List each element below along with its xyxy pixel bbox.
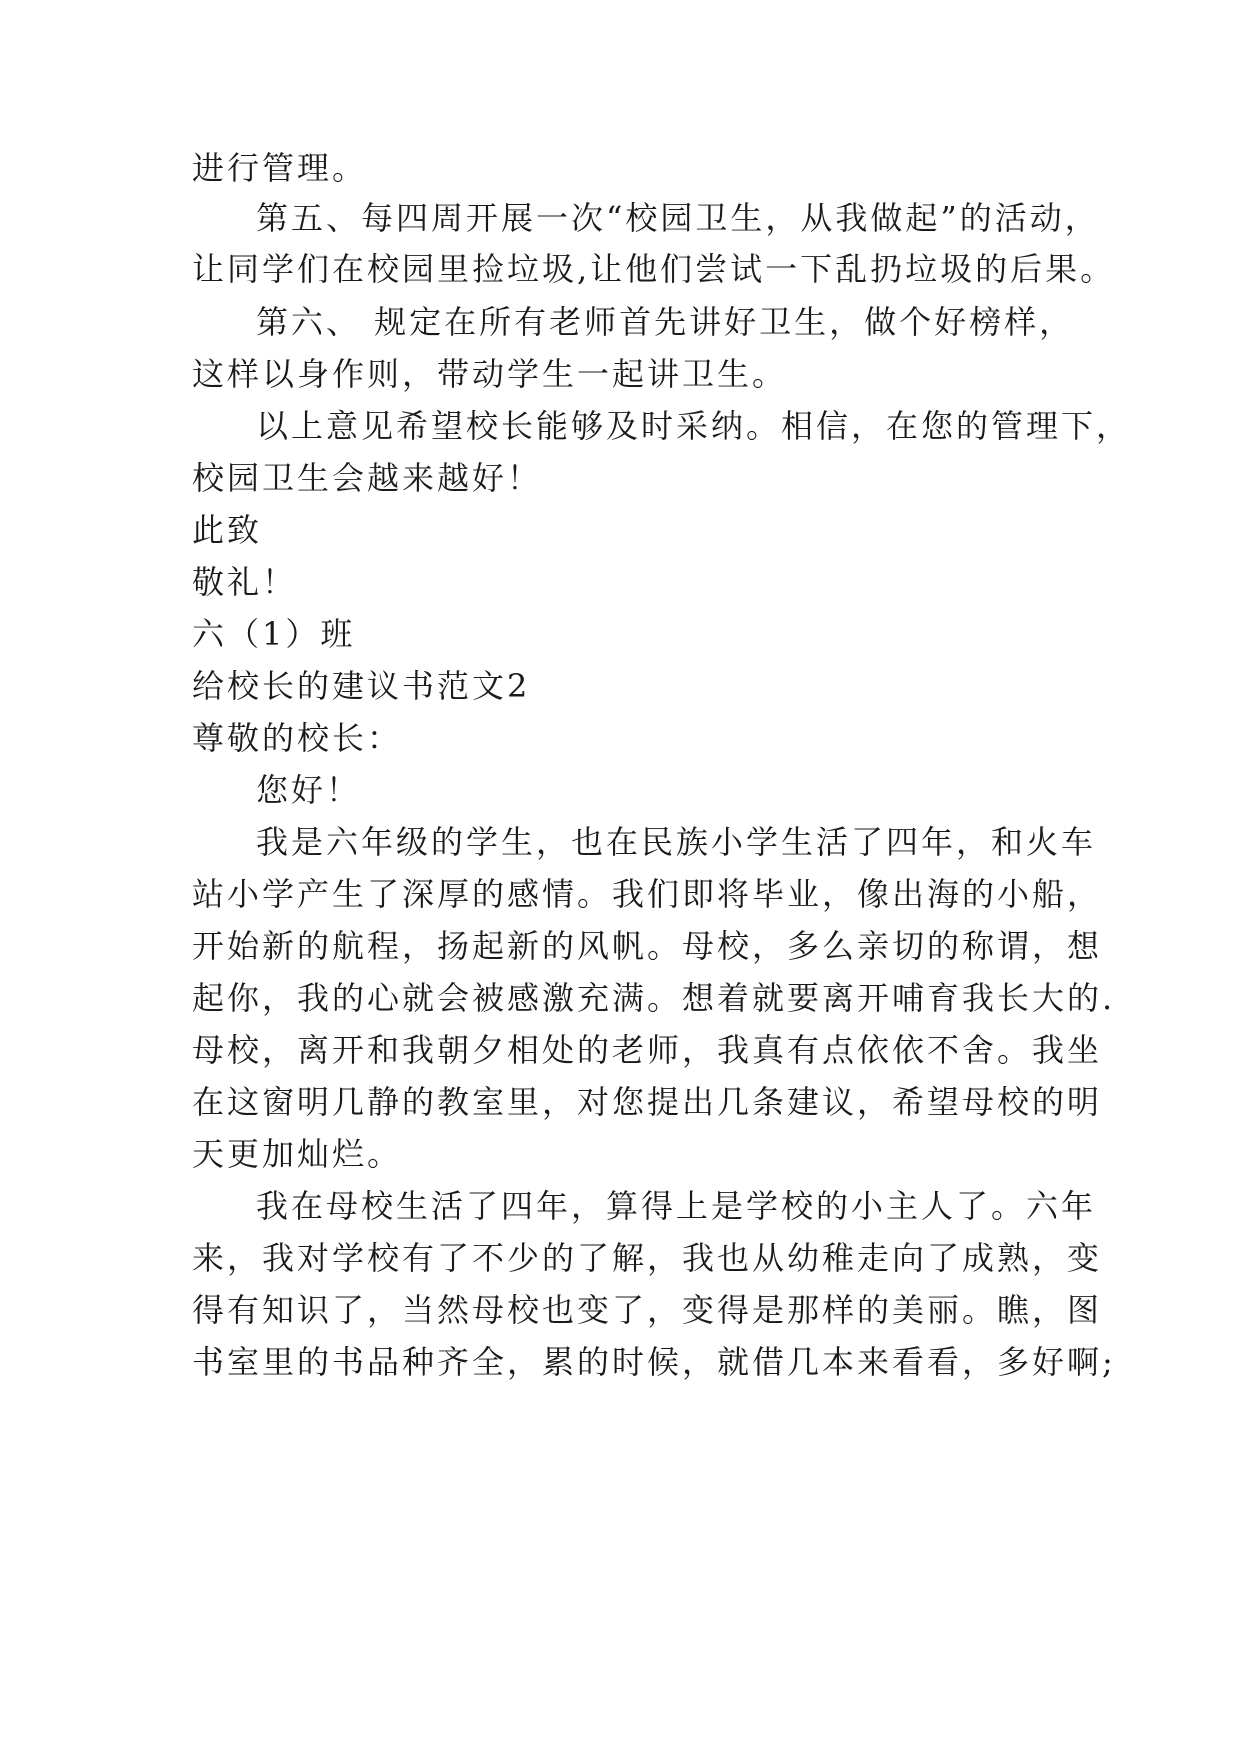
text-line: 来，我对学校有了不少的了解，我也从幼稚走向了成熟，变 (192, 1239, 1103, 1277)
section-title: 给校长的建议书范文2 (192, 667, 531, 705)
text-line: 天更加灿烂。 (192, 1135, 403, 1173)
text-line: 书室里的书品种齐全，累的时候，就借几本来看看，多好啊; (192, 1343, 1116, 1381)
paragraph-line: 我在母校生活了四年，算得上是学校的小主人了。六年 (256, 1187, 1097, 1225)
text-line: 母校，离开和我朝夕相处的老师，我真有点依依不舍。我坐 (192, 1031, 1103, 1069)
salutation: 尊敬的校长： (192, 719, 403, 757)
signature-line: 六（1）班 (192, 615, 356, 653)
text-line: 开始新的航程，扬起新的风帆。母校，多么亲切的称谓，想 (192, 927, 1103, 965)
paragraph-line: 第五、每四周开展一次“校园卫生，从我做起”的活动， (256, 199, 1100, 237)
text-line: 校园卫生会越来越好！ (192, 459, 543, 497)
text-line: 让同学们在校园里捡垃圾,让他们尝试一下乱扔垃圾的后果。 (192, 250, 1116, 288)
text-line: 进行管理。 (192, 149, 368, 187)
closing-line: 敬礼！ (192, 563, 298, 601)
paragraph-line: 我是六年级的学生，也在民族小学生活了四年，和火车 (256, 823, 1097, 861)
text-line: 起你，我的心就会被感激充满。想着就要离开哺育我长大的. (192, 979, 1116, 1017)
text-line: 得有知识了，当然母校也变了，变得是那样的美丽。瞧，图 (192, 1291, 1103, 1329)
text-line: 在这窗明几静的教室里，对您提出几条建议，希望母校的明 (192, 1083, 1103, 1121)
greeting: 您好！ (256, 771, 362, 809)
closing-line: 此致 (192, 511, 263, 549)
paragraph-line: 以上意见希望校长能够及时采纳。相信，在您的管理下， (256, 407, 1132, 445)
text-line: 这样以身作则，带动学生一起讲卫生。 (192, 355, 788, 393)
paragraph-line: 第六、 规定在所有老师首先讲好卫生，做个好榜样， (256, 303, 1075, 341)
text-line: 站小学产生了深厚的感情。我们即将毕业，像出海的小船， (192, 875, 1103, 913)
